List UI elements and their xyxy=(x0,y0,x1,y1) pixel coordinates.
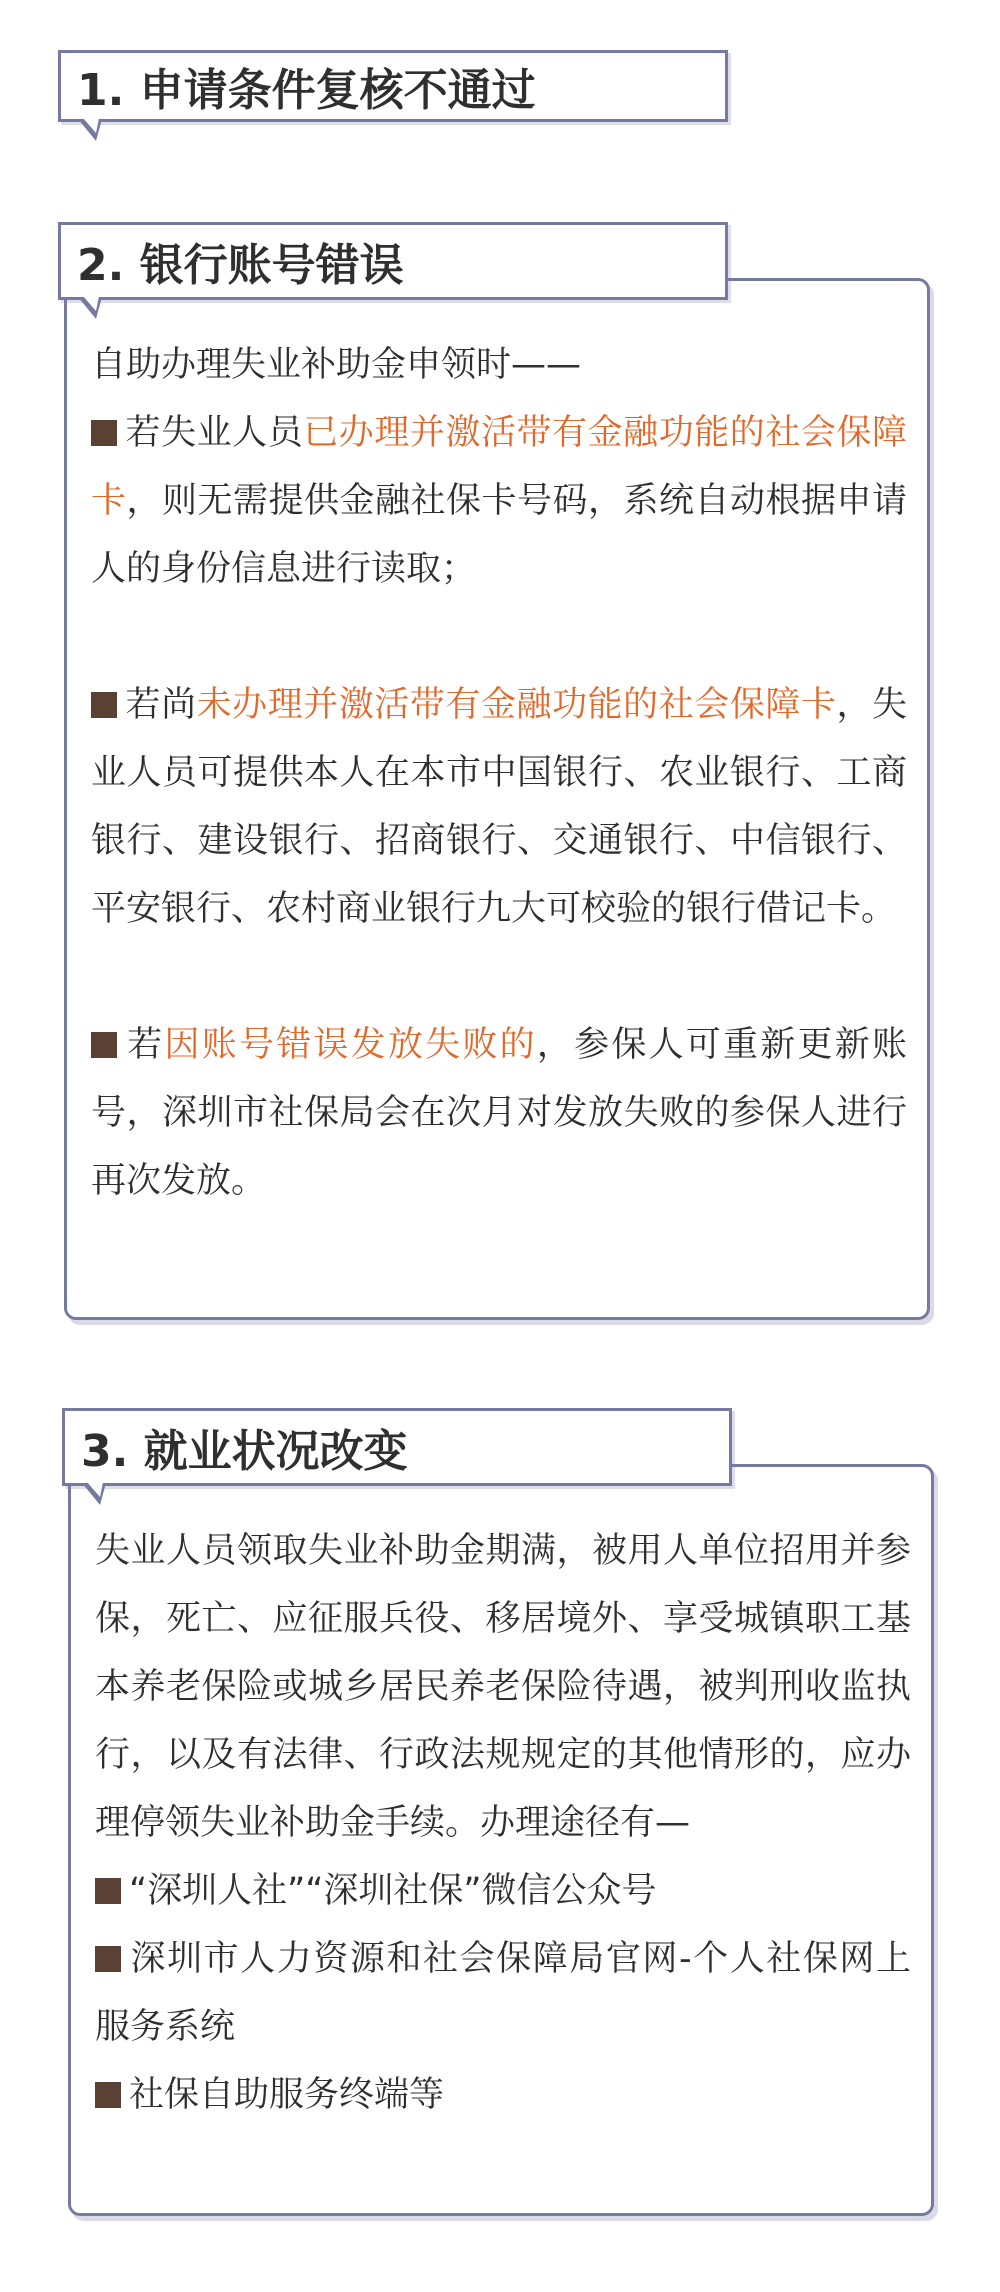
section3-title: 3. 就业状况改变 xyxy=(81,1426,408,1477)
section2-card xyxy=(64,278,930,1320)
list-item: 若因账号错误发放失败的，参保人可重新更新账号，深圳市社保局会在次月对发放失败的参保人进行再次发放。 xyxy=(91,1025,907,1201)
section3-content xyxy=(95,1517,911,2129)
section2-intro: 自助办理失业补助金申领时—— xyxy=(91,345,582,385)
list-item: 社保自助服务终端等 xyxy=(95,2061,911,2129)
black-square-icon xyxy=(95,1878,121,1904)
black-square-icon xyxy=(95,2082,121,2108)
highlight-text: 因账号错误发放失败的 xyxy=(164,1025,537,1065)
black-square-icon xyxy=(91,1032,117,1058)
section1-heading xyxy=(58,50,728,122)
list-item: 若尚未办理并激活带有金融功能的社会保障卡，失业人员可提供本人在本市中国银行、农业银行、工商银行、建设银行、招商银行、交通银行、中信银行、平安银行、农村商业银行九大可校验的银行借记卡。 xyxy=(91,685,907,929)
section2-content xyxy=(91,331,907,1215)
black-square-icon xyxy=(91,692,117,718)
section2-title: 2. 银行账号错误 xyxy=(77,240,404,291)
tag-pointer-inner xyxy=(87,1482,103,1497)
section3-card xyxy=(68,1464,934,2216)
highlight-text: 已办理并激活带有金融功能的社会保障卡 xyxy=(91,413,907,521)
list-item: 深圳市人力资源和社会保障局官网-个人社保网上服务系统 xyxy=(95,1939,911,2047)
list-item: 若失业人员已办理并激活带有金融功能的社会保障卡，则无需提供金融社保卡号码，系统自动根据申请人的身份信息进行读取； xyxy=(91,413,907,589)
black-square-icon xyxy=(95,1946,121,1972)
black-square-icon xyxy=(91,420,117,446)
tag-pointer-inner xyxy=(83,118,99,133)
section1-title: 1. 申请条件复核不通过 xyxy=(77,65,536,116)
tag-pointer-inner xyxy=(83,296,99,311)
section2-heading xyxy=(58,222,728,300)
section3-heading xyxy=(62,1408,732,1486)
list-item: “深圳人社”“深圳社保”微信公众号 xyxy=(95,1857,911,1925)
highlight-text: 未办理并激活带有金融功能的社会保障卡 xyxy=(196,685,837,725)
section3-body: 失业人员领取失业补助金期满，被用人单位招用并参保，死亡、应征服兵役、移居境外、享受城镇职工基本养老保险或城乡居民养老保险待遇，被判刑收监执行，以及有法律、行政法规规定的其他情形的，应办理停领失业补助金手续。办理途径有— xyxy=(95,1531,911,1843)
